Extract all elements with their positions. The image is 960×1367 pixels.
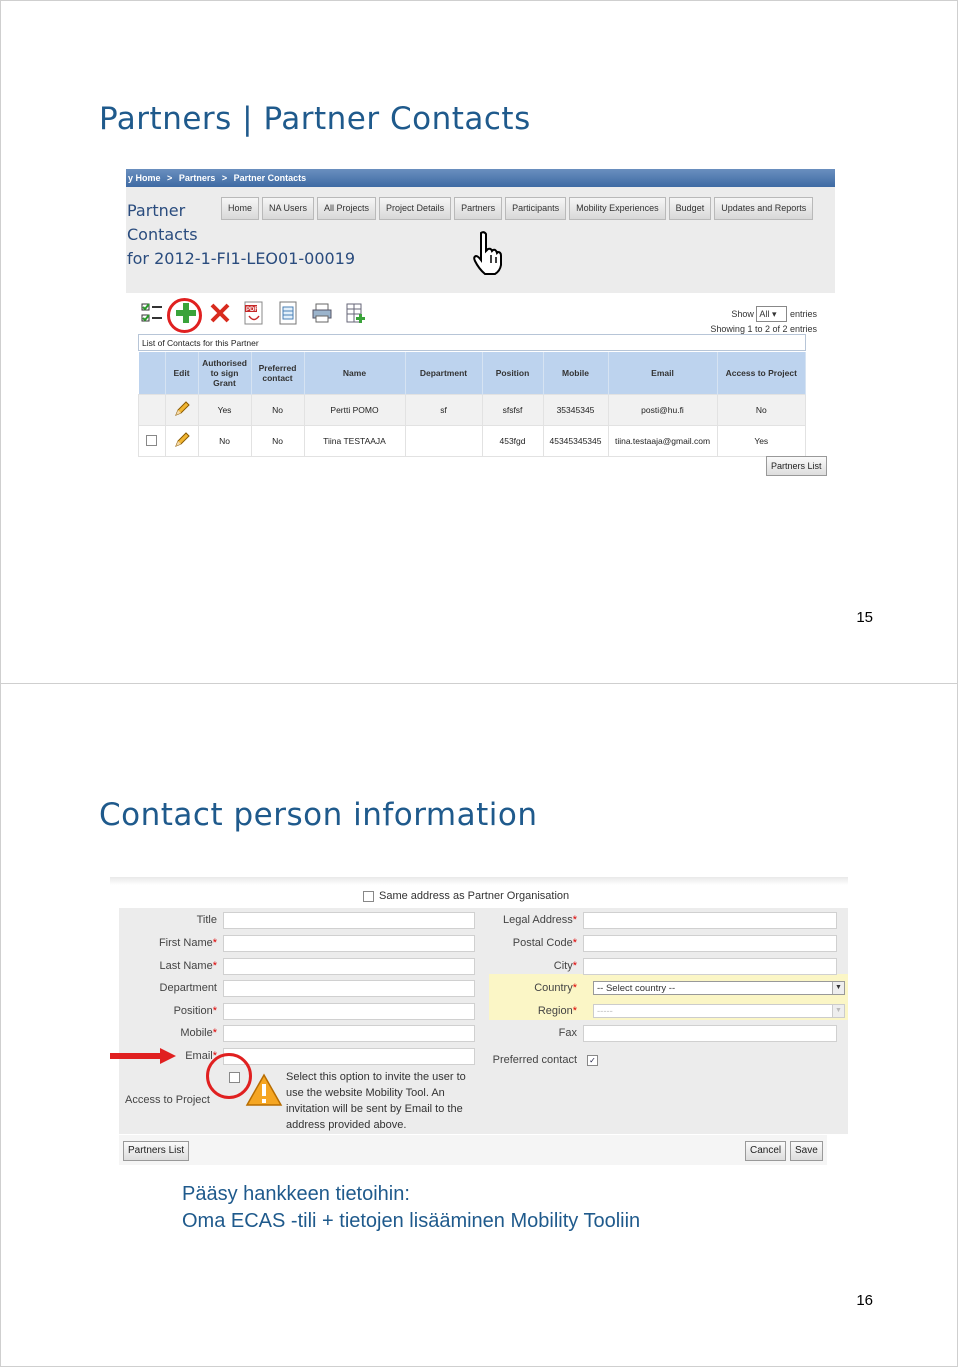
field-label <box>119 914 217 926</box>
breadcrumb-separator: > <box>221 173 228 183</box>
country-label: Country <box>534 982 573 994</box>
page-heading-line: Contacts <box>127 225 198 244</box>
city-label: City <box>553 960 573 972</box>
tab-budget[interactable]: Budget <box>669 197 712 220</box>
field-row <box>479 910 837 930</box>
show-entries-value: All <box>759 309 770 319</box>
cancel-button[interactable]: Cancel <box>745 1141 786 1161</box>
cell-position: sfsfsf <box>482 395 543 426</box>
col-name[interactable]: Name <box>304 352 405 395</box>
same-address-checkbox[interactable] <box>363 891 374 902</box>
breadcrumb-home[interactable]: y Home <box>128 173 161 183</box>
partner-contacts-screenshot <box>126 169 835 477</box>
preferred-contact-label: Preferred contact <box>492 1054 577 1066</box>
cell-preferred: No <box>251 395 304 426</box>
slide-partner-contacts <box>0 0 958 684</box>
edit-icon[interactable] <box>165 395 198 426</box>
tab-mobility-experiences[interactable]: Mobility Experiences <box>569 197 666 220</box>
email-label: Email <box>185 1050 213 1062</box>
page-heading-line: Partner <box>127 201 186 220</box>
partners-list-button[interactable]: Partners List <box>766 456 827 476</box>
cell-email: posti@hu.fi <box>608 395 717 426</box>
field-label: City* <box>553 960 577 972</box>
mobile-label: Mobile <box>180 1027 213 1039</box>
breadcrumb-partner-contacts: Partner Contacts <box>233 173 307 183</box>
top-edge <box>110 877 848 885</box>
cell-department: sf <box>405 395 482 426</box>
field-row <box>119 933 475 953</box>
field-label: Email* <box>185 1050 217 1062</box>
cell-name: Tiina TESTAAJA <box>304 426 405 457</box>
breadcrumb-partners[interactable]: Partners <box>178 173 216 183</box>
position-input[interactable] <box>223 1003 475 1020</box>
tab-partners[interactable]: Partners <box>454 197 502 220</box>
field-row <box>479 933 837 953</box>
field-row <box>479 1023 837 1043</box>
select-column-header <box>139 352 166 395</box>
cell-authorised: Yes <box>198 395 251 426</box>
chevron-down-icon: ▼ <box>832 1005 844 1017</box>
last-name-input[interactable] <box>223 958 475 975</box>
field-row <box>119 1001 475 1021</box>
cell-mobile: 45345345345 <box>543 426 608 457</box>
department-label: Department <box>159 982 217 994</box>
tab-home[interactable]: Home <box>221 197 259 220</box>
region-label: Region <box>537 1005 573 1017</box>
first-name-input[interactable] <box>223 935 475 952</box>
cell-authorised: No <box>198 426 251 457</box>
contacts-table <box>138 352 806 457</box>
tab-na-users[interactable]: NA Users <box>262 197 314 220</box>
showing-count: Showing 1 to 2 of 2 entries <box>710 324 817 334</box>
tab-project-details[interactable]: Project Details <box>379 197 451 220</box>
select-all-icon[interactable] <box>140 301 164 325</box>
cell-preferred: No <box>251 426 304 457</box>
cell-mobile: 35345345 <box>543 395 608 426</box>
hand-cursor-icon <box>471 231 507 277</box>
field-label: Postal Code* <box>512 937 577 949</box>
contact-form-screenshot <box>110 877 848 1166</box>
delete-icon[interactable] <box>208 301 232 325</box>
breadcrumb <box>126 169 835 187</box>
col-preferred[interactable]: Preferred contact <box>251 352 304 395</box>
col-email[interactable]: Email <box>608 352 717 395</box>
row-checkbox[interactable] <box>146 435 157 446</box>
field-row <box>119 910 475 930</box>
page-number: 16 <box>856 1292 873 1309</box>
country-select[interactable] <box>593 981 845 995</box>
col-authorised[interactable]: Authorised to sign Grant <box>198 352 251 395</box>
tab-updates-and-reports[interactable]: Updates and Reports <box>714 197 813 220</box>
svg-text:PDF: PDF <box>246 307 258 313</box>
field-label: First Name* <box>158 937 217 949</box>
field-row <box>119 978 475 998</box>
col-edit[interactable]: Edit <box>165 352 198 395</box>
show-label: Show <box>731 309 754 319</box>
field-label: Mobile* <box>180 1027 217 1039</box>
col-mobile[interactable]: Mobile <box>543 352 608 395</box>
table-row <box>139 395 806 426</box>
field-row <box>119 1023 475 1043</box>
row-select-cell <box>139 395 166 426</box>
header-area <box>126 187 835 293</box>
legal-address-input[interactable] <box>583 912 837 929</box>
position-label: Position <box>173 1005 213 1017</box>
highlight-circle <box>167 298 202 333</box>
field-row <box>479 1001 845 1021</box>
print-icon[interactable] <box>310 301 334 325</box>
mobile-input[interactable] <box>223 1025 475 1042</box>
edit-icon[interactable] <box>165 426 198 457</box>
first-name-label: First Name <box>158 937 213 949</box>
form-button-bar <box>119 1135 827 1165</box>
same-address-option <box>363 890 569 902</box>
add-column-icon[interactable] <box>344 301 368 325</box>
preferred-contact-checkbox[interactable]: ✓ <box>587 1055 598 1066</box>
partners-list-button[interactable]: Partners List <box>123 1141 189 1161</box>
field-row <box>479 978 845 998</box>
city-input[interactable] <box>583 958 837 975</box>
email-input[interactable] <box>223 1048 475 1065</box>
field-row <box>479 1050 598 1070</box>
pointer-arrow-icon <box>110 1048 176 1064</box>
same-address-label: Same address as Partner Organisation <box>379 890 570 902</box>
cell-position: 453fgd <box>482 426 543 457</box>
slide-title: Partners | Partner Contacts <box>99 101 531 137</box>
breadcrumb-separator: > <box>167 173 173 183</box>
row-select-cell <box>139 426 166 457</box>
fax-label: Fax <box>558 1027 577 1039</box>
last-name-label: Last Name <box>159 960 213 972</box>
entries-label: entries <box>789 309 817 319</box>
caption-line: Oma ECAS -tili + tietojen lisääminen Mobility Tooliin <box>182 1210 641 1232</box>
page-heading-line: for 2012-1-FI1-LEO01-00019 <box>127 249 356 268</box>
tab-all-projects[interactable]: All Projects <box>317 197 376 220</box>
tab-participants[interactable]: Participants <box>505 197 566 220</box>
slide-title: Contact person information <box>99 797 538 833</box>
col-department[interactable]: Department <box>405 352 482 395</box>
title-input[interactable] <box>223 912 475 929</box>
title-label: Title <box>196 914 217 926</box>
show-entries <box>710 306 817 336</box>
pdf-export-icon[interactable] <box>242 301 266 325</box>
cell-name: Pertti POMO <box>304 395 405 426</box>
field-label: Region* <box>537 1005 577 1017</box>
cell-access: No <box>717 395 806 426</box>
save-button[interactable]: Save <box>790 1141 823 1161</box>
field-label: Country* <box>534 982 577 994</box>
department-input[interactable] <box>223 980 475 997</box>
cell-email: tiina.testaaja@gmail.com <box>608 426 717 457</box>
region-select-value: ----- <box>597 1006 613 1017</box>
postal-code-label: Postal Code <box>512 937 573 949</box>
field-label <box>119 982 217 994</box>
postal-code-input[interactable] <box>583 935 837 952</box>
table-caption: List of Contacts for this Partner <box>138 334 806 351</box>
field-label: Last Name* <box>159 960 217 972</box>
nav-tabs <box>221 197 813 220</box>
field-label <box>479 1027 577 1039</box>
col-access[interactable]: Access to Project <box>717 352 806 395</box>
col-position[interactable]: Position <box>482 352 543 395</box>
cell-access: Yes <box>717 426 806 457</box>
cell-department <box>405 426 482 457</box>
field-label: Position* <box>173 1005 217 1017</box>
chevron-down-icon: ▼ <box>832 982 844 994</box>
excel-export-icon[interactable] <box>276 301 300 325</box>
table-row <box>139 426 806 457</box>
field-row <box>479 956 837 976</box>
slide-caption <box>182 1181 640 1235</box>
field-row <box>119 956 475 976</box>
highlight-circle <box>206 1053 252 1099</box>
invite-text: Select this option to invite the user to use the website Mobility Tool. An invitation will be sent by Email to the address provided above. <box>286 1071 466 1131</box>
access-to-project-label: Access to Project <box>125 1094 210 1106</box>
caption-line: Pääsy hankkeen tietoihin: <box>182 1183 410 1205</box>
field-label: Legal Address* <box>503 914 577 926</box>
show-entries-select[interactable]: All ▾ <box>756 306 787 322</box>
legal-address-label: Legal Address <box>503 914 573 926</box>
country-select-value: -- Select country -- <box>597 983 676 994</box>
fax-input[interactable] <box>583 1025 837 1042</box>
table-header-row <box>139 352 806 395</box>
page-number: 15 <box>856 609 873 626</box>
region-select[interactable] <box>593 1004 845 1018</box>
contact-form <box>119 908 848 1134</box>
